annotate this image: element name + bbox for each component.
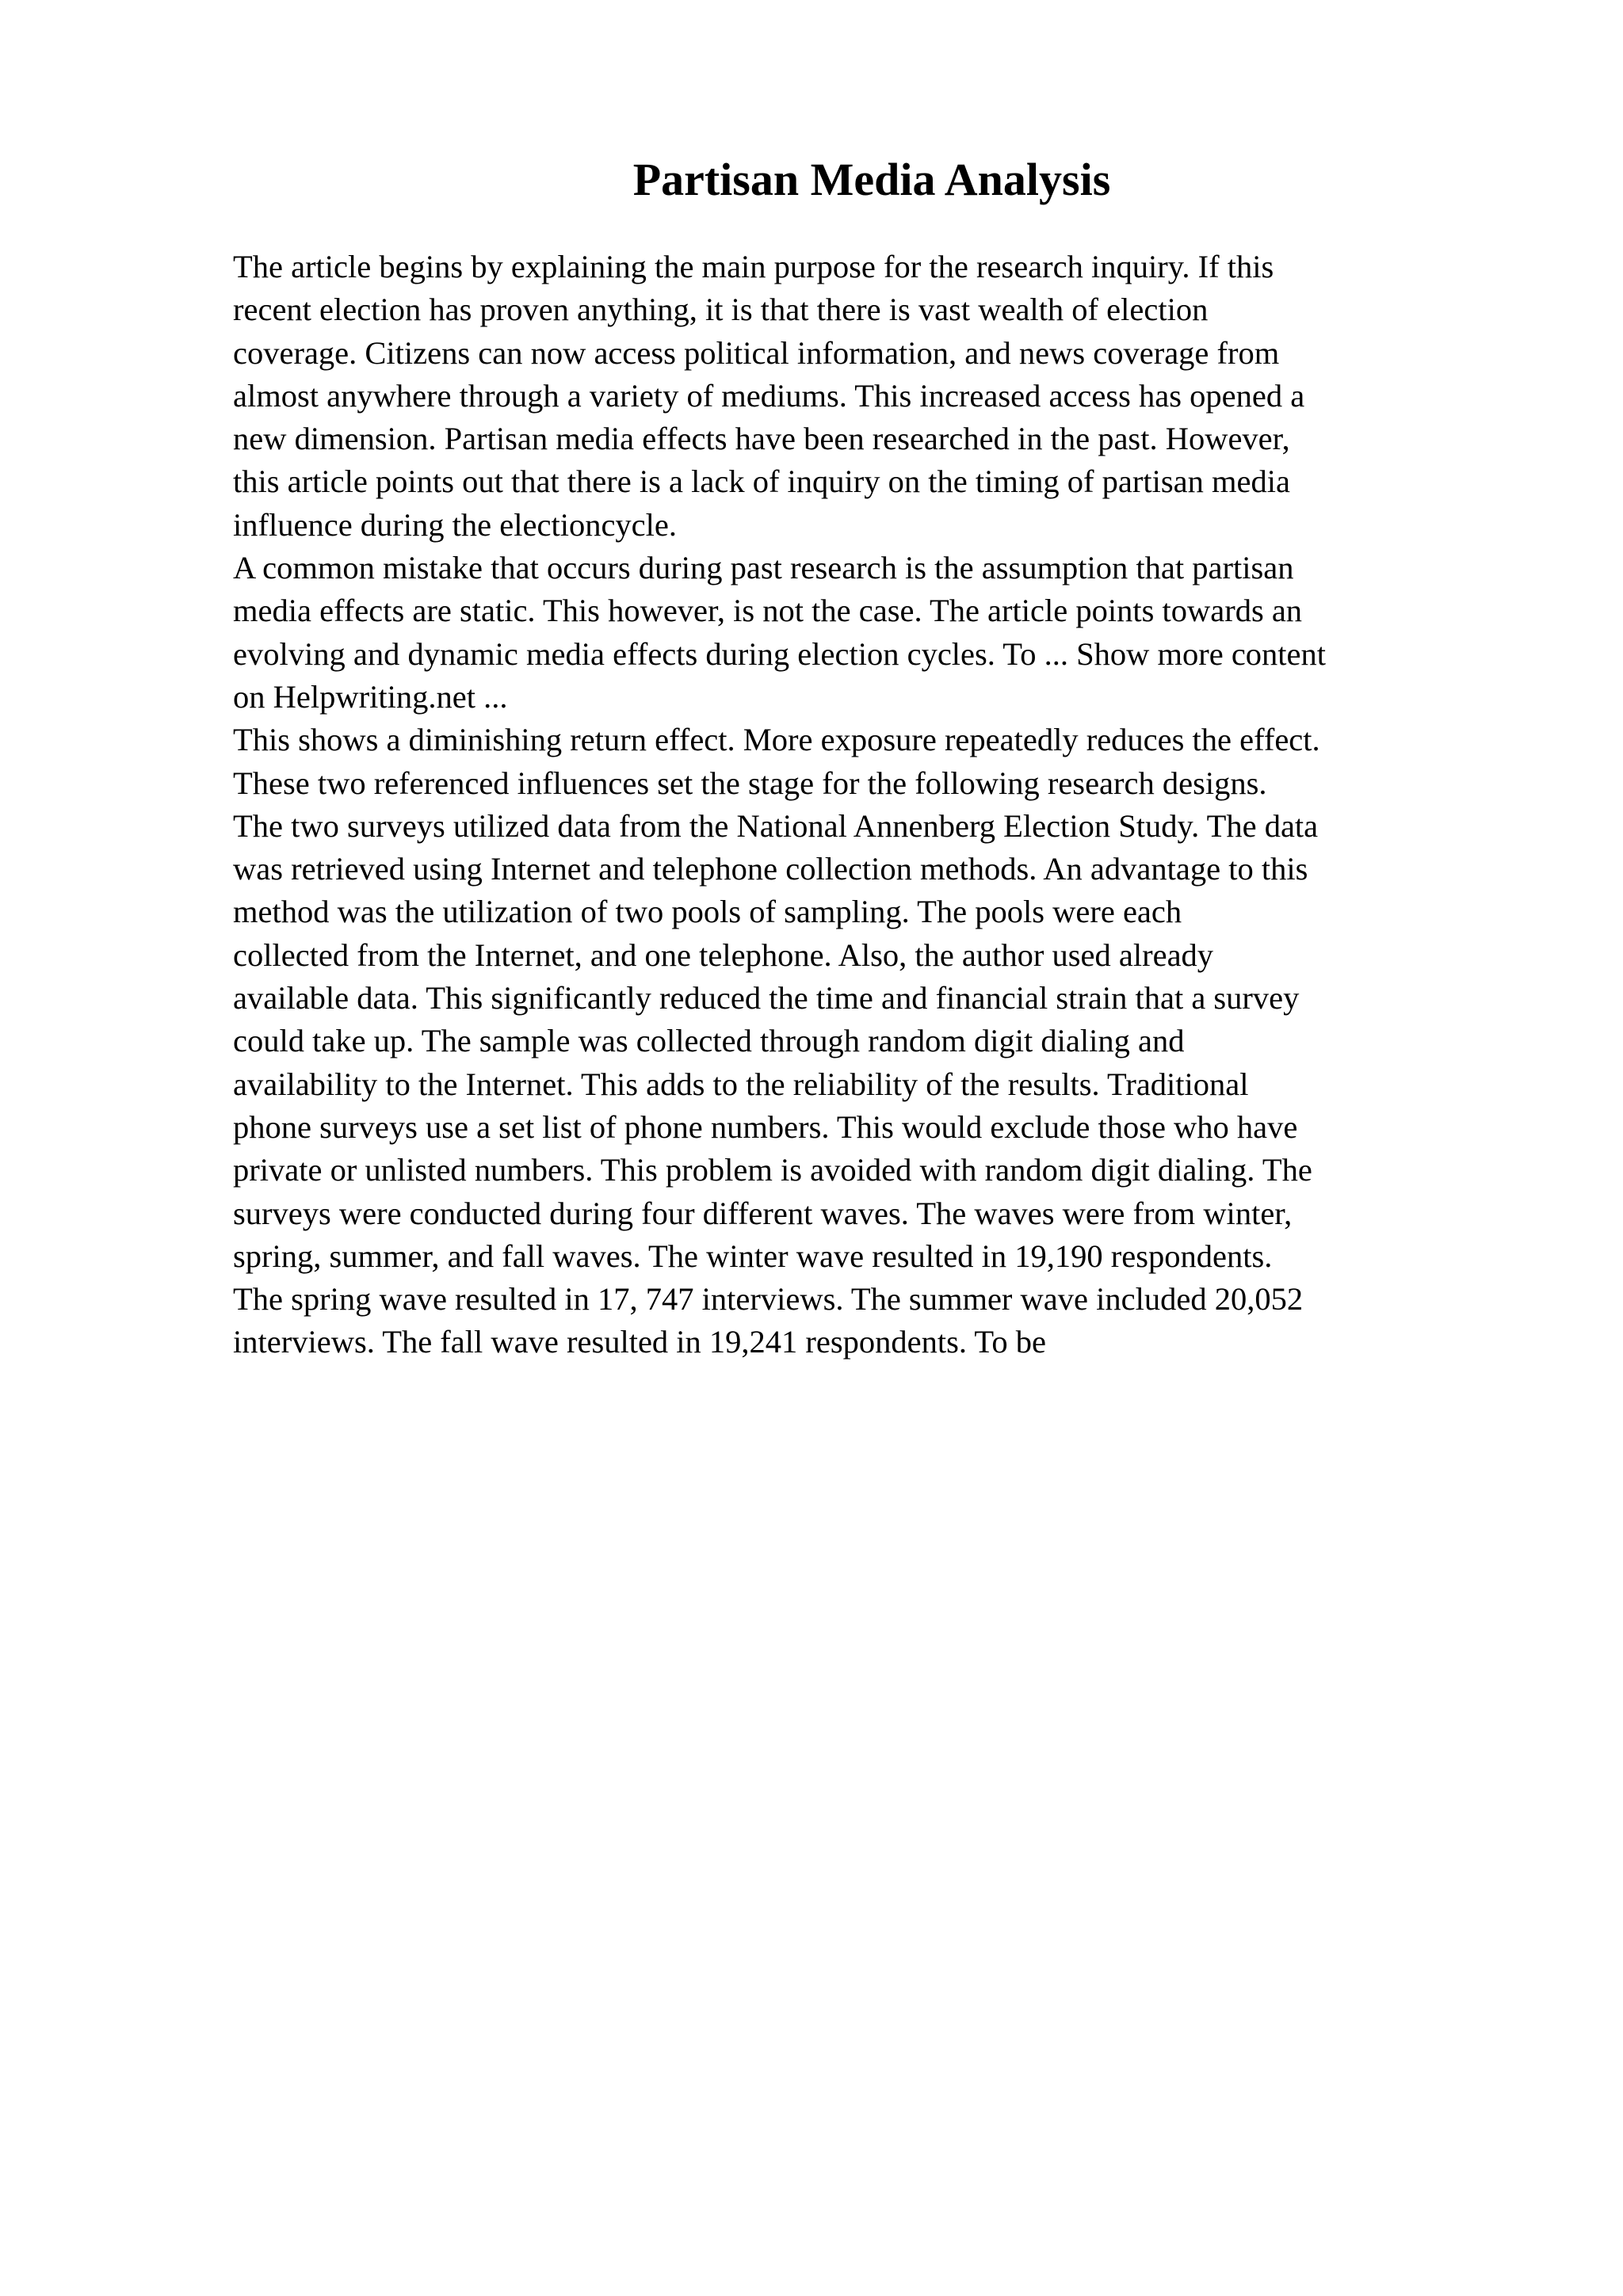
text-line: new dimension. Partisan media effects have been researched in the past. However, (233, 421, 1290, 457)
text-line: A common mistake that occurs during past research is the assumption that partisan (233, 550, 1294, 586)
text-line: interviews. The fall wave resulted in 19,241 respondents. To be (233, 1324, 1046, 1360)
text-line: coverage. Citizens can now access political information, and news coverage from (233, 334, 1280, 371)
text-line: The spring wave resulted in 17, 747 interviews. The summer wave included 20,052 (233, 1281, 1304, 1318)
text-line: availability to the Internet. This adds to the reliability of the results. Traditional (233, 1066, 1249, 1102)
text-line: The two surveys utilized data from the National Annenberg Election Study. The data (233, 807, 1319, 844)
text-line: The article begins by explaining the main purpose for the research inquiry. If this (233, 249, 1274, 284)
text-line: was retrieved using Internet and telephone collection methods. An advantage to this (233, 851, 1308, 887)
text-line: recent election has proven anything, it is that there is vast wealth of election (233, 292, 1209, 328)
text-line: collected from the Internet, and one telephone. Also, the author used already (233, 936, 1214, 973)
text-line: this article points out that there is a lack of inquiry on the timing of partisan media (233, 463, 1290, 500)
text-line: almost anywhere through a variety of mediums. This increased access has opened a (233, 377, 1305, 414)
text-line: available data. This significantly reduced the time and financial strain that a survey (233, 980, 1300, 1016)
text-line: evolving and dynamic media effects during election cycles. To ... Show more content (233, 635, 1327, 672)
text-line: phone surveys use a set list of phone numbers. This would exclude those who have (233, 1108, 1298, 1145)
text-line: media effects are static. This however, is not the case. The article points towards an (233, 593, 1303, 629)
text-line: private or unlisted numbers. This problem is avoided with random digit dialing. The (233, 1152, 1312, 1188)
text-line: These two referenced influences set the stage for the following research designs. (233, 765, 1267, 801)
text-line: surveys were conducted during four different waves. The waves were from winter, (233, 1195, 1293, 1231)
document-body (233, 246, 1501, 1364)
text-line: method was the utilization of two pools of sampling. The pools were each (233, 894, 1182, 930)
text-line: This shows a diminishing return effect. More exposure repeatedly reduces the effect. (233, 722, 1320, 758)
document-title: Partisan Media Analysis (632, 154, 1111, 205)
text-line: on Helpwriting.net ... (233, 678, 508, 715)
text-line: influence during the electioncycle. (233, 506, 677, 543)
text-line: could take up. The sample was collected through random digit dialing and (233, 1023, 1185, 1059)
text-line: spring, summer, and fall waves. The winter wave resulted in 19,190 respondents. (233, 1238, 1273, 1274)
